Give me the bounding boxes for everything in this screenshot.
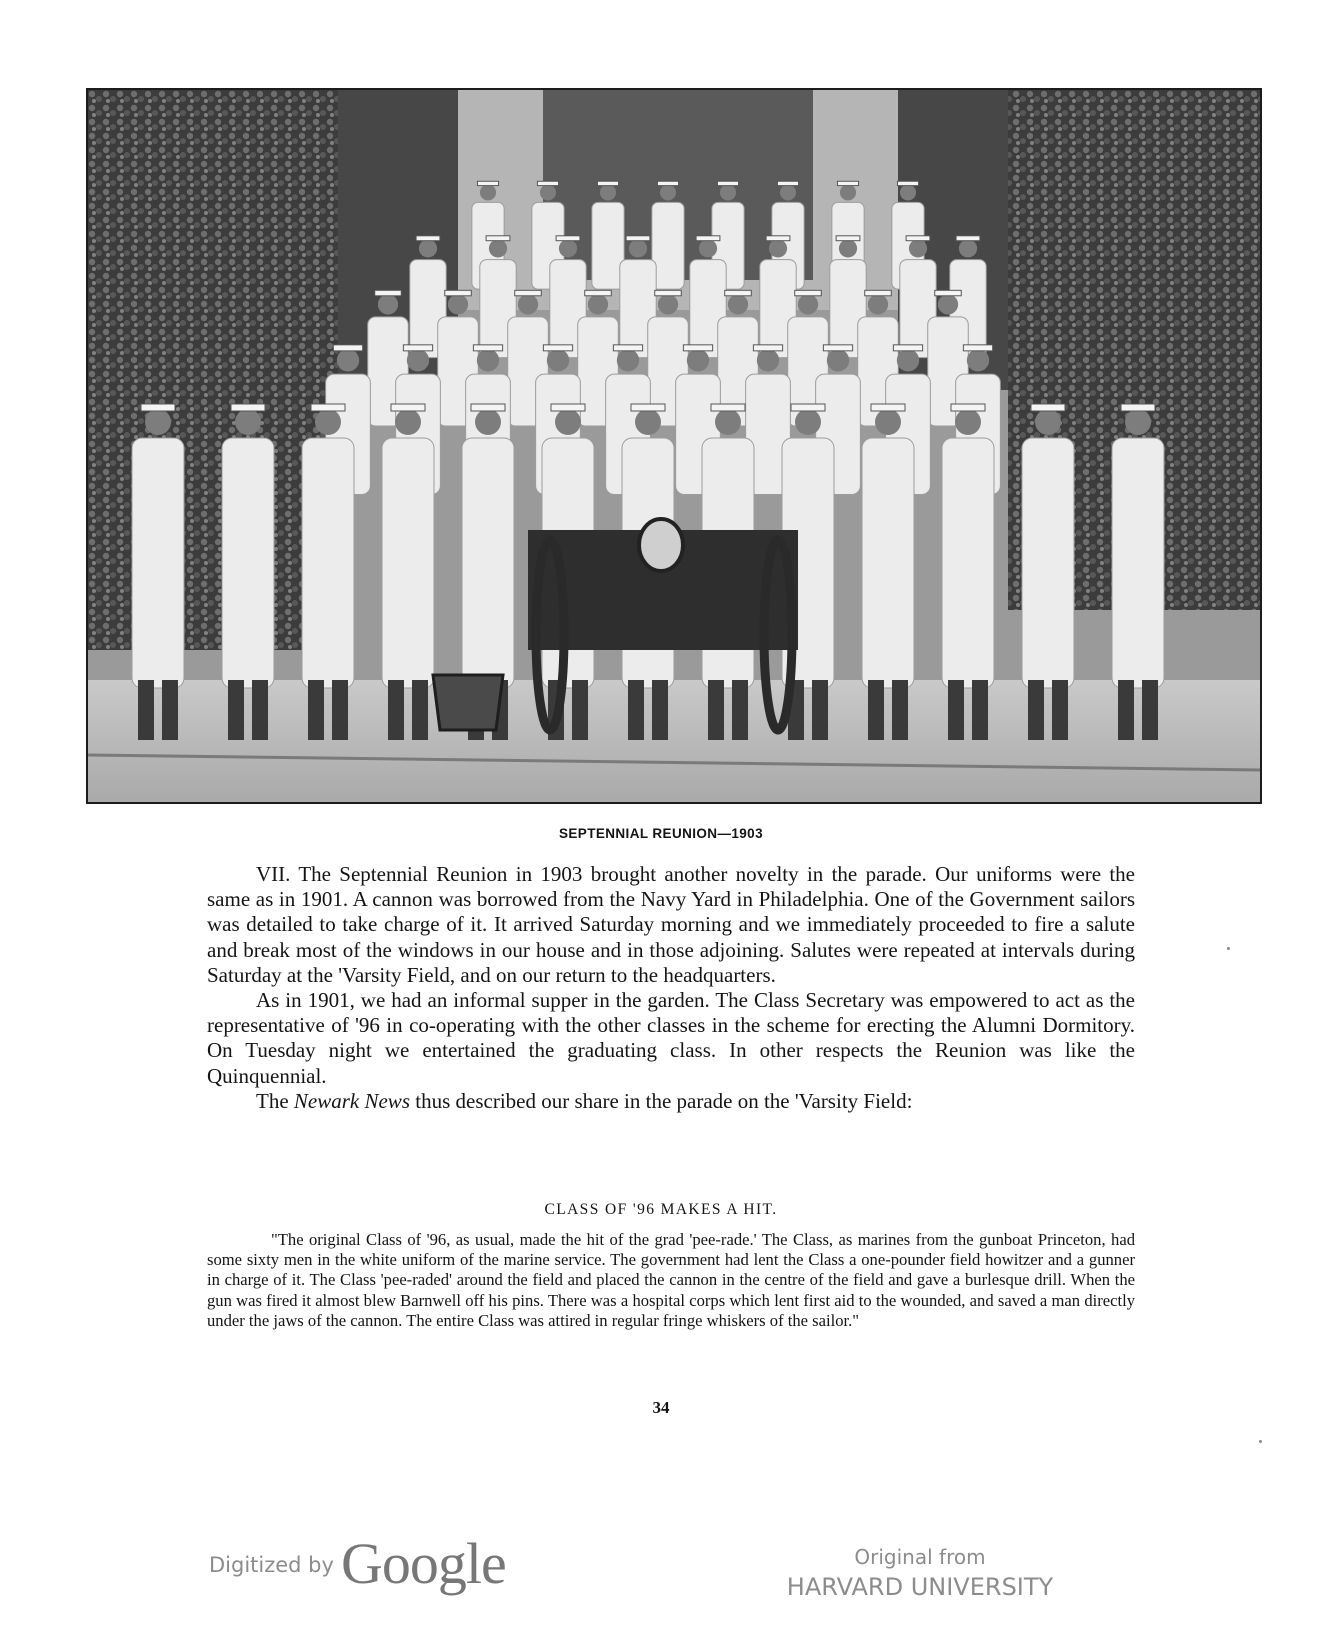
scan-speck [1259, 1440, 1262, 1443]
ivy-wall-left [88, 90, 338, 650]
article-headline: CLASS OF '96 MAKES A HIT. [544, 1201, 778, 1218]
institution-label: HARVARD UNIVERSITY [786, 1573, 1054, 1601]
scan-speck [1227, 947, 1230, 950]
paragraph-newark-news [207, 1089, 1135, 1114]
newspaper-title: Newark News [293, 1088, 410, 1113]
paragraph-supper: As in 1901, we had an informal supper in the garden. The Class Secretary was empowered to act as the representative of '96 in co-operating with the other classes in the scheme for erecting the Alumni Dormitory. On Tuesday night we entertained the graduating class. In other respects the Reunion was like the Quinquennial. [207, 988, 1135, 1088]
digitized-by-label: Digitized by [209, 1553, 334, 1577]
wooden-bucket [433, 675, 503, 730]
newark-outro-text: thus described our share in the parade on the 'Varsity Field: [410, 1088, 913, 1113]
quote-text: "The original Class of '96, as usual, made the hit of the grad 'pee-rade.' The Class, as marines from the gunboat Princeton, had some sixty men in the white uniform of the marine service. The government had lent the Class a one-pounder field howitzer and a gunner in charge of it. The Class 'pee-raded' around the field and placed the cannon in the centre of the field and gave a burlesque drill. When the gun was fired it almost blew Barnwell off his pins. There was a hospital corps which lent first aid to the wounded, and saved a man directly under the jaws of the cannon. The entire Class was attired in regular fringe whiskers of the sailor." [207, 1230, 1135, 1330]
paragraph-vii: VII. The Septennial Reunion in 1903 brought another novelty in the parade. Our uniforms were the same as in 1901. A cannon was borrowed from the Navy Yard in Philadelphia. One of the Government sailors was detailed to take charge of it. It arrived Saturday morning and we immediately proceeded to fire a salute and break most of the windows in our house and in those adjoining. Salutes were repeated at intervals during Saturday at the 'Varsity Field, and on our return to the headquarters. [207, 862, 1135, 987]
photo-illustration [88, 90, 1260, 802]
photo-caption: SEPTENNIAL REUNION—1903 [558, 826, 763, 841]
group-photograph [86, 88, 1262, 804]
original-from-label: Original from [854, 1545, 986, 1569]
newark-intro-text: The [256, 1088, 294, 1113]
page-number: 34 [652, 1398, 670, 1417]
google-logo: Google [341, 1531, 506, 1596]
body-text [207, 862, 1135, 1114]
quoted-article [207, 1230, 1135, 1331]
